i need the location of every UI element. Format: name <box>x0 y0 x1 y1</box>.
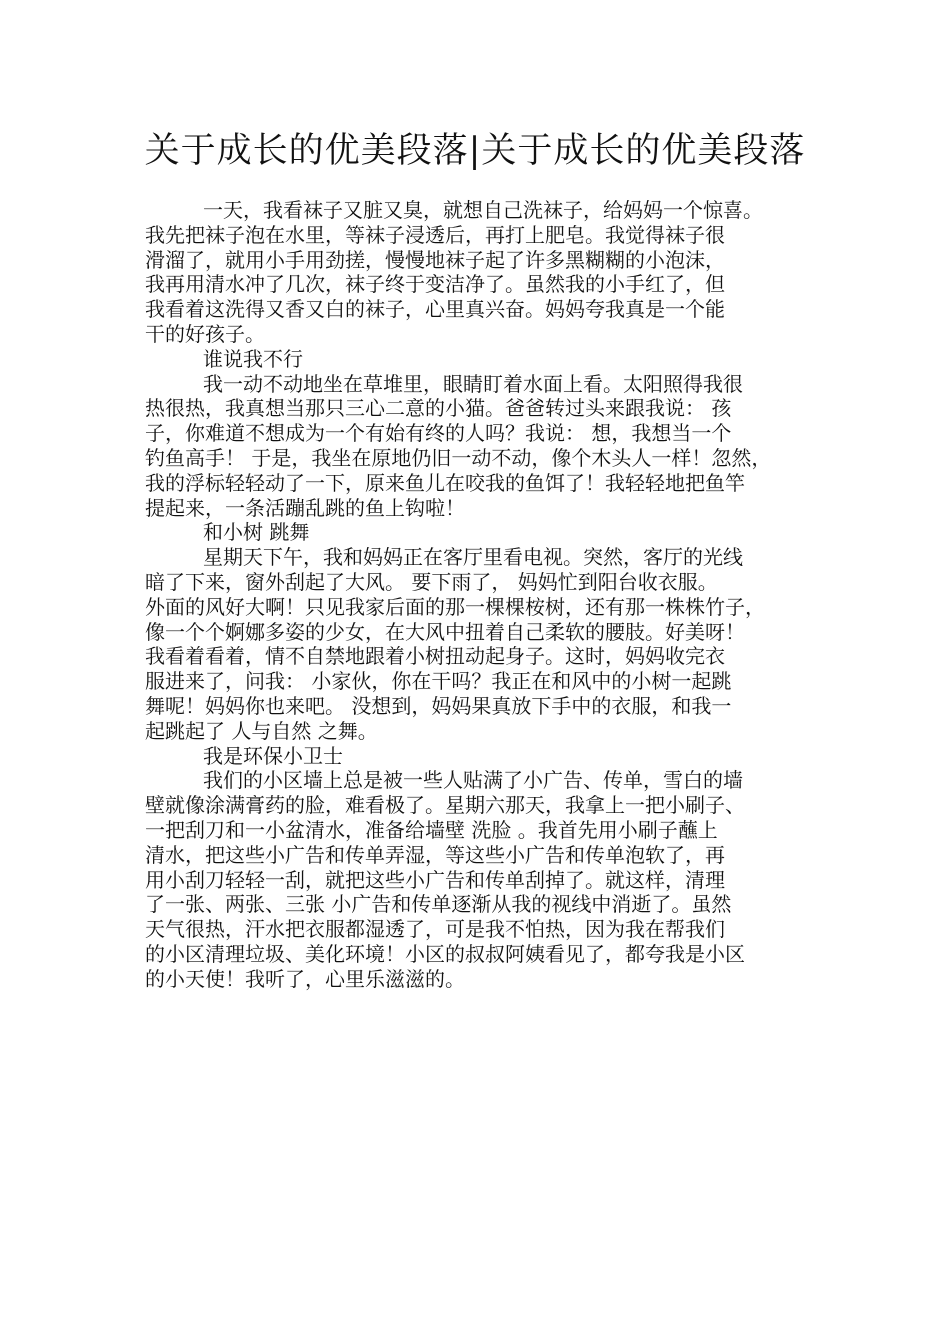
text-line: 的小区清理垃圾、美化环境！小区的叔叔阿姨看见了，都夸我是小区 <box>145 941 745 966</box>
text-line: 舞呢！妈妈你也来吧。 没想到，妈妈果真放下手中的衣服，和我一 <box>145 693 732 718</box>
text-line: 的小天使！我听了，心里乐滋滋的。 <box>145 966 465 991</box>
text-line: 外面的风好大啊！只见我家后面的那一棵棵桉树，还有那一株株竹子， <box>145 594 765 619</box>
text-line: 钓鱼高手！ 于是，我坐在原地仍旧一动不动，像个木头人一样！忽然， <box>145 445 772 470</box>
text-line: 谁说我不行 <box>203 346 303 371</box>
text-line: 壁就像涂满膏药的脸，难看极了。星期六那天，我拿上一把小刷子、 <box>145 793 745 818</box>
text-line: 我的浮标轻轻动了一下，原来鱼儿在咬我的鱼饵了！我轻轻地把鱼竿 <box>145 470 745 495</box>
text-line: 热很热，我真想当那只三心二意的小猫。爸爸转过头来跟我说： 孩 <box>145 396 732 421</box>
text-line: 我一动不动地坐在草堆里，眼睛盯着水面上看。太阳照得我很 <box>203 371 743 396</box>
text-line: 了一张、两张、三张 小广告和传单逐渐从我的视线中消逝了。虽然 <box>145 892 732 917</box>
text-line: 清水，把这些小广告和传单弄湿，等这些小广告和传单泡软了，再 <box>145 842 725 867</box>
text-line: 干的好孩子。 <box>145 321 265 346</box>
text-line: 一把刮刀和一小盆清水，准备给墙壁 洗脸 。我首先用小刷子蘸上 <box>145 817 718 842</box>
text-line: 我们的小区墙上总是被一些人贴满了小广告、传单，雪白的墙 <box>203 768 743 793</box>
text-line: 星期天下午，我和妈妈正在客厅里看电视。突然，客厅的光线 <box>203 545 743 570</box>
text-line: 起跳起了 人与自然 之舞。 <box>145 718 378 743</box>
text-line: 一天，我看袜子又脏又臭，就想自己洗袜子，给妈妈一个惊喜。 <box>203 198 763 222</box>
text-line: 我是环保小卫士 <box>203 743 343 768</box>
text-line: 我再用清水冲了几次，袜子终于变洁净了。虽然我的小手红了，但 <box>145 272 725 297</box>
text-line: 像一个个婀娜多姿的少女，在大风中扭着自己柔软的腰肢。好美呀！ <box>145 619 745 644</box>
document-title: 关于成长的优美段落|关于成长的优美段落 <box>144 131 806 171</box>
text-line: 滑溜了，就用小手用劲搓，慢慢地袜子起了许多黑糊糊的小泡沫， <box>145 247 725 272</box>
text-line: 服进来了，问我： 小家伙，你在干吗？我正在和风中的小树一起跳 <box>145 669 732 694</box>
text-line: 我先把袜子泡在水里，等袜子浸透后，再打上肥皂。我觉得袜子很 <box>145 222 725 247</box>
text-line: 用小刮刀轻轻一刮，就把这些小广告和传单刮掉了。就这样，清理 <box>145 867 725 892</box>
text-line: 子，你难道不想成为一个有始有终的人吗？我说： 想，我想当一个 <box>145 421 732 446</box>
document-body <box>145 198 825 992</box>
text-line: 和小树 跳舞 <box>203 520 310 545</box>
text-line: 天气很热，汗水把衣服都湿透了，可是我不怕热，因为我在帮我们 <box>145 917 725 942</box>
text-line: 我看着看着，情不自禁地跟着小树扭动起身子。这时，妈妈收完衣 <box>145 644 725 669</box>
text-line: 我看着这洗得又香又白的袜子，心里真兴奋。妈妈夸我真是一个能 <box>145 297 725 322</box>
text-line: 提起来，一条活蹦乱跳的鱼上钩啦！ <box>145 495 465 520</box>
text-line: 暗了下来，窗外刮起了大风。 要下雨了， 妈妈忙到阳台收衣服。 <box>145 569 718 594</box>
